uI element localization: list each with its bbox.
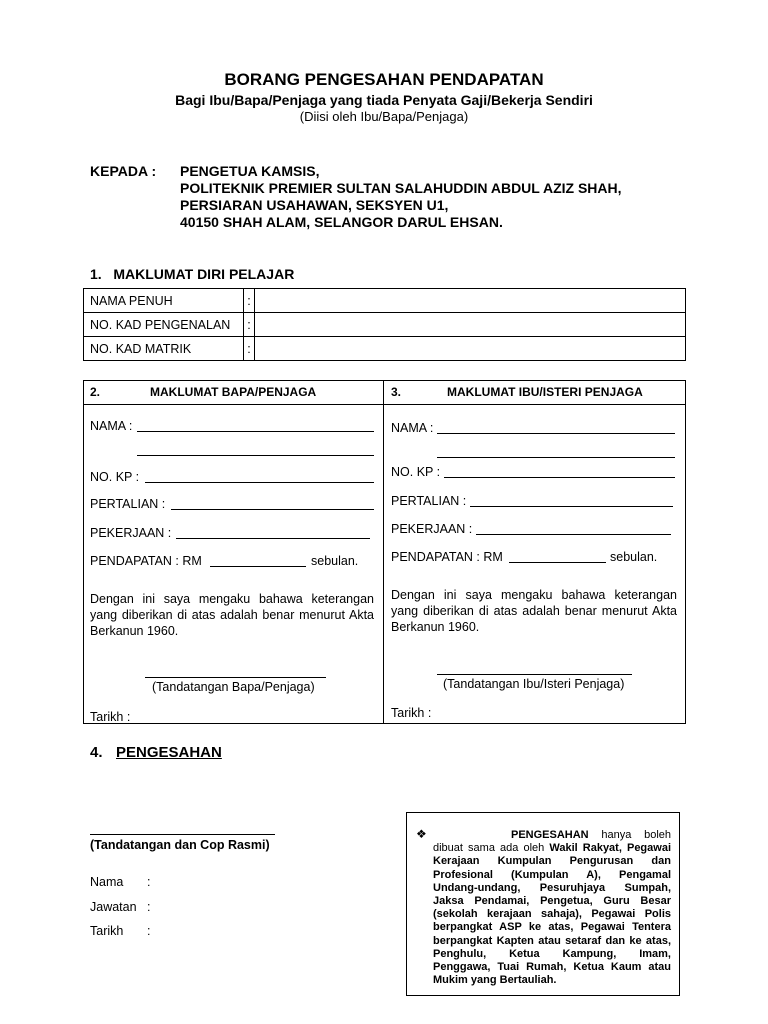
colon: : [147, 924, 151, 938]
student-info-table [83, 288, 686, 361]
ic-number-label: NO. KAD PENGENALAN [84, 313, 244, 337]
table-row [84, 313, 686, 337]
official-position-label: Jawatan [90, 900, 137, 914]
father-relation-label: PERTALIAN : [90, 497, 166, 511]
mother-income-label: PENDAPATAN : RM [391, 550, 503, 564]
note-authorities: Wakil Rakyat, Pegawai Kerajaan Kumpulan Pengurusan dan Profesional (Kumpulan A), Pengamal Undang-undang, Pesuruhjaya Sumpah, Jaksa Pendamai, Pengetua, Guru Besar (sekolah kerajaan sahaja), Pegawai Polis berpangkat ASP ke atas, Pegawai Tentera berpangkat Kapten atau setaraf dan ke atas, Penghulu, Ketua Kampung, Imam, Penggawa, Tuai Rumah, Ketua Kaum atau Mukim yang Bertauliah. [433, 842, 672, 987]
form-subtitle: Bagi Ibu/Bapa/Penjaga yang tiada Penyata Gaji/Bekerja Sendiri [175, 92, 593, 108]
father-signature-label: (Tandatangan Bapa/Penjaga) [152, 680, 315, 694]
ic-number-field[interactable] [255, 313, 686, 337]
note-text: hanya boleh dibuat sama ada oleh [433, 829, 671, 855]
mother-date-label: Tarikh : [391, 706, 432, 720]
father-ic-line[interactable] [145, 482, 374, 483]
section3-heading: MAKLUMAT IBU/ISTERI PENJAGA [447, 385, 643, 399]
mother-name-line-2[interactable] [437, 457, 675, 458]
mother-income-line[interactable] [509, 562, 606, 563]
matric-number-label: NO. KAD MATRIK [84, 337, 244, 361]
column-divider [383, 380, 384, 724]
father-date-label: Tarikh : [90, 710, 131, 724]
official-date-label: Tarikh [90, 924, 124, 938]
mother-ic-label: NO. KP : [391, 465, 441, 479]
section4-heading: PENGESAHAN [116, 744, 222, 761]
section1-heading: 1. MAKLUMAT DIRI PELAJAR [90, 266, 295, 282]
official-signature-label: (Tandatangan dan Cop Rasmi) [90, 838, 270, 852]
mother-signature-label: (Tandatangan Ibu/Isteri Penjaga) [443, 677, 625, 691]
mother-ic-line[interactable] [444, 477, 675, 478]
note-lead: PENGESAHAN [511, 829, 589, 841]
matric-number-field[interactable] [255, 337, 686, 361]
nama-penuh-label: NAMA PENUH [84, 289, 244, 313]
verification-note [433, 829, 671, 987]
form-note: (Diisi oleh Ibu/Bapa/Penjaga) [299, 109, 469, 124]
address-line-4: 40150 SHAH ALAM, SELANGOR DARUL EHSAN. [180, 214, 503, 230]
official-signature-line[interactable] [90, 834, 275, 835]
bullet-icon: ❖ [416, 827, 427, 841]
colon: : [244, 337, 255, 361]
father-name-line[interactable] [137, 431, 374, 432]
father-ic-label: NO. KP : [90, 470, 140, 484]
section2-number: 2. [90, 385, 101, 399]
mother-declaration: Dengan ini saya mengaku bahawa keterangan yang diberikan di atas adalah benar menurut Akta Berkanun 1960. [391, 588, 677, 634]
address-line-3: PERSIARAN USAHAWAN, SEKSYEN U1, [180, 197, 449, 213]
address-line-1: PENGETUA KAMSIS, [180, 163, 320, 179]
section3-number: 3. [391, 385, 402, 399]
father-signature-line[interactable] [145, 677, 326, 678]
father-name-label: NAMA : [90, 419, 133, 433]
father-income-label: PENDAPATAN : RM [90, 554, 202, 568]
address-line-2: POLITEKNIK PREMIER SULTAN SALAHUDDIN ABDUL AZIZ SHAH, [180, 180, 622, 196]
colon: : [147, 900, 151, 914]
official-name-label: Nama [90, 875, 124, 889]
section4-number: 4. [90, 744, 103, 761]
father-occupation-label: PEKERJAAN : [90, 526, 172, 540]
mother-occupation-label: PEKERJAAN : [391, 522, 473, 536]
mother-relation-line[interactable] [470, 506, 673, 507]
form-title: BORANG PENGESAHAN PENDAPATAN [224, 70, 544, 89]
mother-name-line[interactable] [437, 433, 675, 434]
father-occupation-line[interactable] [176, 538, 370, 539]
mother-relation-label: PERTALIAN : [391, 494, 467, 508]
father-declaration: Dengan ini saya mengaku bahawa keterangan yang diberikan di atas adalah benar menurut Akta Berkanun 1960. [90, 592, 374, 638]
father-income-suffix: sebulan. [311, 554, 359, 568]
father-income-line[interactable] [210, 566, 306, 567]
father-relation-line[interactable] [171, 509, 374, 510]
colon: : [244, 313, 255, 337]
section2-heading: MAKLUMAT BAPA/PENJAGA [150, 385, 317, 399]
table-row [84, 337, 686, 361]
nama-penuh-field[interactable] [255, 289, 686, 313]
table-row [84, 289, 686, 313]
header-divider [83, 404, 686, 405]
mother-income-suffix: sebulan. [610, 550, 658, 564]
colon: : [147, 875, 151, 889]
mother-name-label: NAMA : [391, 421, 434, 435]
father-name-line-2[interactable] [137, 455, 374, 456]
mother-occupation-line[interactable] [476, 534, 671, 535]
mother-signature-line[interactable] [437, 674, 632, 675]
kepada-label: KEPADA : [90, 163, 157, 179]
colon: : [244, 289, 255, 313]
